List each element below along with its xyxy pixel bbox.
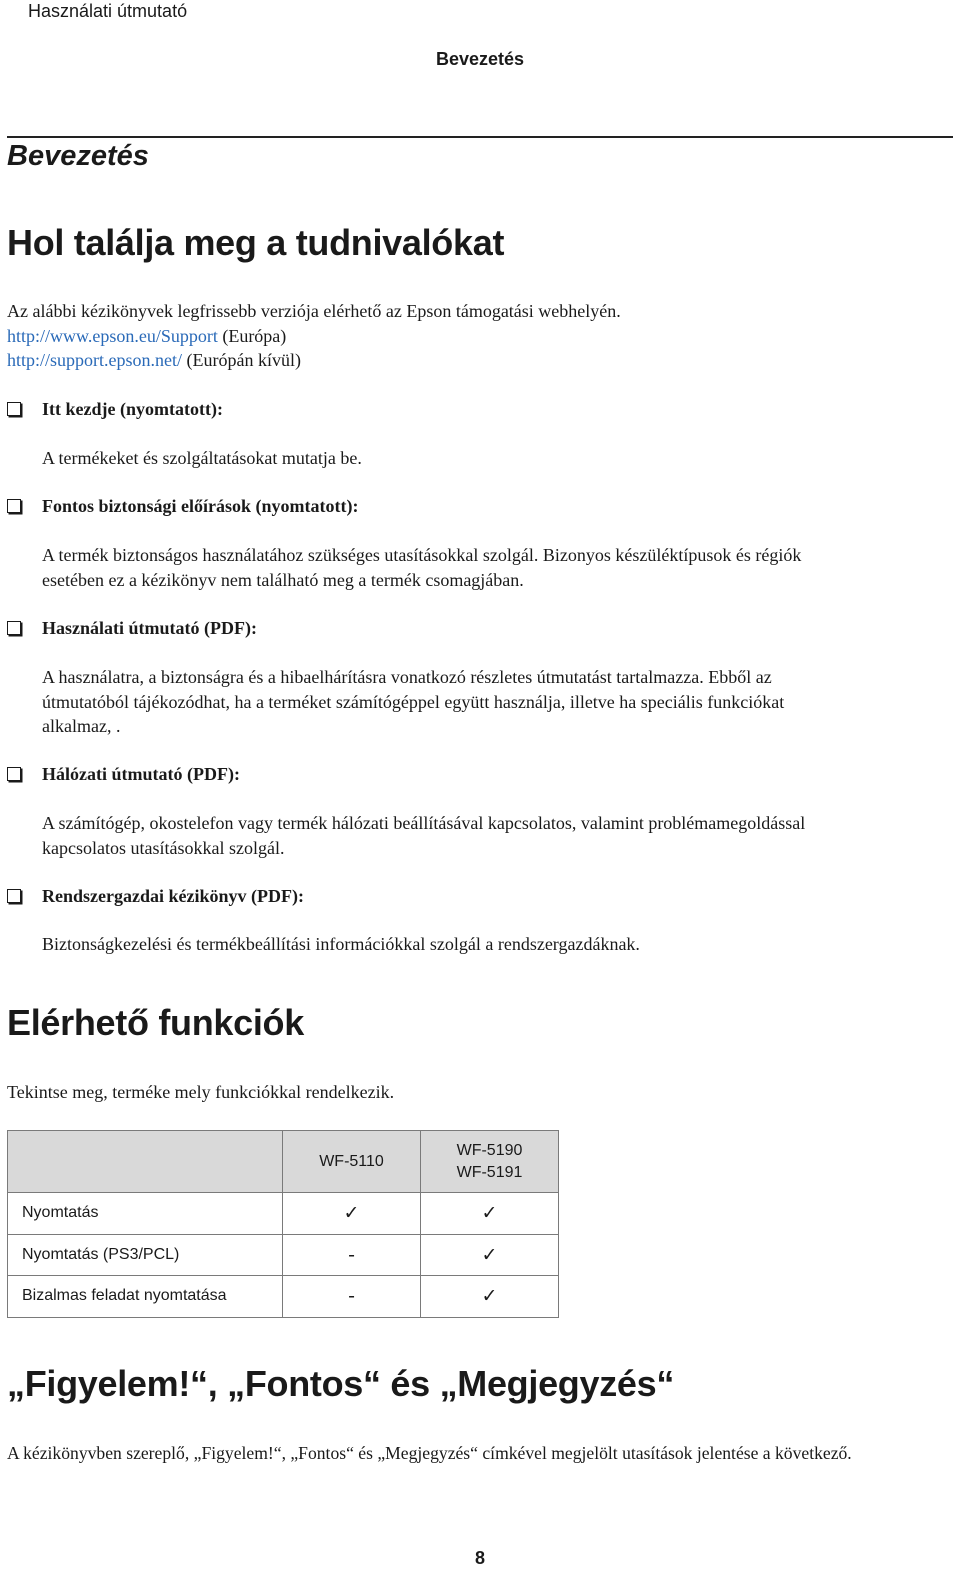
feature-value: ✓ xyxy=(421,1276,559,1318)
link-epson-eu-support[interactable]: http://www.epson.eu/Support xyxy=(7,325,218,346)
column-header-line: WF-5191 xyxy=(456,1163,523,1181)
table-corner-cell xyxy=(8,1131,283,1193)
feature-value: ✓ xyxy=(283,1193,421,1235)
features-intro: Tekintse meg, terméke mely funkciókkal rendelkezik. xyxy=(7,1082,395,1102)
table-row xyxy=(8,1234,559,1276)
manual-item-desc: útmutatóból tájékozódhat, ha a terméket számítógéppel együtt használja, illetve ha speciális funkciókat xyxy=(42,691,785,712)
header-divider xyxy=(7,136,953,138)
features-table xyxy=(7,1130,559,1318)
manual-item-desc: A számítógép, okostelefon vagy termék hálózati beállításával kapcsolatos, valamint problémamegoldással xyxy=(42,813,806,833)
checkbox-bullet-icon xyxy=(7,402,21,416)
checkbox-bullet-icon xyxy=(7,889,21,903)
column-header-wf-5190-5191 xyxy=(421,1131,559,1193)
header-doc-title: Használati útmutató xyxy=(28,1,188,21)
link-line-outside-europe xyxy=(7,348,301,373)
table-row xyxy=(8,1193,559,1235)
feature-value: - xyxy=(283,1234,421,1276)
link-note-europe: (Európa) xyxy=(217,325,287,346)
manual-item-title: Rendszergazdai kézikönyv (PDF): xyxy=(42,886,304,906)
heading-available-features: Elérhető funkciók xyxy=(7,1002,304,1043)
checkbox-bullet-icon xyxy=(7,499,21,513)
feature-name: Nyomtatás (PS3/PCL) xyxy=(8,1234,283,1276)
link-note-outside-europe: (Európán kívül) xyxy=(182,350,301,370)
column-header-line: WF-5190 xyxy=(456,1141,523,1159)
header-section-title: Bevezetés xyxy=(435,49,525,69)
column-header-line: WF-5110 xyxy=(319,1152,384,1170)
manual-item-desc: A termék biztonságos használatához szükséges utasításokkal szolgál. Bizonyos készüléktípusok és régiók xyxy=(42,545,802,565)
heading-notes: „Figyelem!“, „Fontos“ és „Megjegyzés“ xyxy=(7,1363,675,1404)
feature-name: Nyomtatás xyxy=(8,1193,283,1235)
chapter-title: Bevezetés xyxy=(7,140,149,172)
manual-item-title: Fontos biztonsági előírások (nyomtatott): xyxy=(42,496,359,516)
manual-item-desc: kapcsolatos utasításokkal szolgál. xyxy=(42,837,285,858)
link-epson-net-support[interactable]: http://support.epson.net/ xyxy=(7,350,182,370)
table-row xyxy=(8,1276,559,1318)
manual-item-title: Itt kezdje (nyomtatott): xyxy=(42,399,223,419)
manual-item-desc: A használatra, a biztonságra és a hibaelhárításra vonatkozó részletes útmutatást tartalmazza. Ebből az xyxy=(42,667,772,687)
manual-item-desc: alkalmaz, . xyxy=(42,716,121,736)
feature-value: ✓ xyxy=(421,1193,559,1235)
manual-item-desc: Biztonságkezelési és termékbeállítási információkkal szolgál a rendszergazdáknak. xyxy=(42,934,640,954)
manual-item-desc: A termékeket és szolgáltatásokat mutatja be. xyxy=(42,448,362,468)
manual-item-title: Használati útmutató (PDF): xyxy=(42,618,257,638)
feature-value: - xyxy=(283,1276,421,1318)
checkbox-bullet-icon xyxy=(7,767,21,781)
table-header-row xyxy=(8,1131,559,1193)
notes-text: A kézikönyvben szereplő, „Figyelem!“, „Fontos“ és „Megjegyzés“ címkével megjelölt utasítások jelentése a következő. xyxy=(7,1443,852,1463)
manual-item-title: Hálózati útmutató (PDF): xyxy=(42,764,240,784)
checkbox-bullet-icon xyxy=(7,621,21,635)
manual-item-desc: esetében ez a kézikönyv nem található meg a termék csomagjában. xyxy=(42,569,524,590)
where-to-find-intro: Az alábbi kézikönyvek legfrissebb verziója elérhető az Epson támogatási webhelyén. xyxy=(7,301,621,321)
heading-where-to-find: Hol találja meg a tudnivalókat xyxy=(7,222,505,263)
link-line-europe xyxy=(7,324,286,349)
column-header-wf-5110 xyxy=(283,1131,421,1193)
feature-value: ✓ xyxy=(421,1234,559,1276)
feature-name: Bizalmas feladat nyomtatása xyxy=(8,1276,283,1318)
page-number: 8 xyxy=(474,1548,485,1568)
